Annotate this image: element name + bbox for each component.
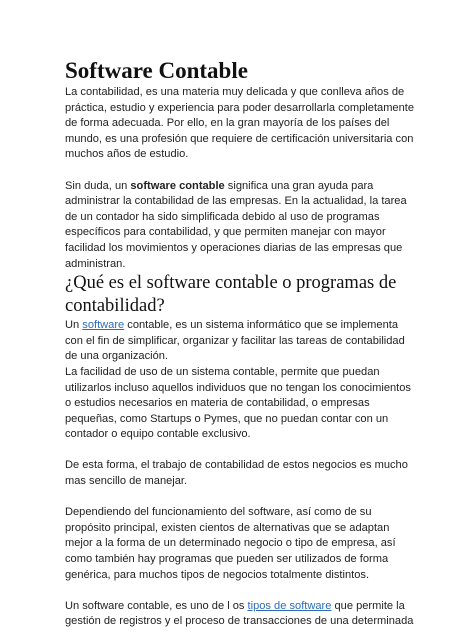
software-link[interactable]: software bbox=[82, 319, 125, 332]
paragraph-text: que permite la gestión de registros y el proceso de transacciones de una determinada bbox=[65, 599, 414, 628]
paragraph-tipos bbox=[65, 599, 415, 630]
bold-term: software contable bbox=[130, 179, 225, 192]
paragraph-text: significa una gran ayuda para administrar la contabilidad de las empresas. En la actualidad, la tarea de un contador ha sido simplificada debido al uso de programas específicos para contabilidad, y que permiten manejar con mayor facilidad los movimientos y operaciones diarias de las empresas que administran. bbox=[65, 179, 407, 270]
paragraph-definition bbox=[65, 318, 415, 365]
document-page bbox=[65, 58, 415, 630]
intro-paragraph: La contabilidad, es una materia muy delicada y que conlleva años de práctica, estudio y experiencia para poder desarrollarla completamente de forma adecuada. Por ello, en la gran mayoría de los países del mundo, es una profesión que requiere de certificación universitaria con muchos años de estudio. bbox=[65, 86, 415, 161]
paragraph-alternativas: Dependiendo del funcionamiento del software, así como de su propósito principal, existen cientos de alternativas que se adaptan mejor a la forma de un determinado negocio o tipo de empresa, así como también hay programas que pueden ser utilizados de forma genérica, para muchos tipos de negocios totalmente distintos. bbox=[65, 506, 396, 581]
paragraph-text: Un bbox=[65, 319, 83, 332]
paragraph-text: Sin duda, un bbox=[65, 179, 131, 192]
tipos-de-software-link[interactable]: tipos de software bbox=[247, 599, 332, 612]
paragraph-text: Un software contable, es uno de l os bbox=[65, 599, 248, 612]
page-title: Software Contable bbox=[65, 58, 248, 83]
paragraph-text: contable, es un sistema informático que se implementa con el fin de simplificar, organizar y facilitar las tareas de contabilidad de una organización. bbox=[65, 319, 405, 363]
section-heading: ¿Qué es el software contable o programas de contabilidad? bbox=[65, 273, 397, 317]
paragraph-trabajo: De esta forma, el trabajo de contabilidad de estos negocios es mucho mas sencillo de manejar. bbox=[65, 459, 408, 488]
paragraph-software-contable bbox=[65, 179, 415, 273]
paragraph-facilidad: La facilidad de uso de un sistema contable, permite que puedan utilizarlos incluso aquellos individuos que no tengan los conocimientos o estudios necesarios en materia de contabilidad, o empresas pequeñas, como Startups o Pymes, que no puedan contar con un contador o equipo contable exclusivo. bbox=[65, 365, 411, 441]
